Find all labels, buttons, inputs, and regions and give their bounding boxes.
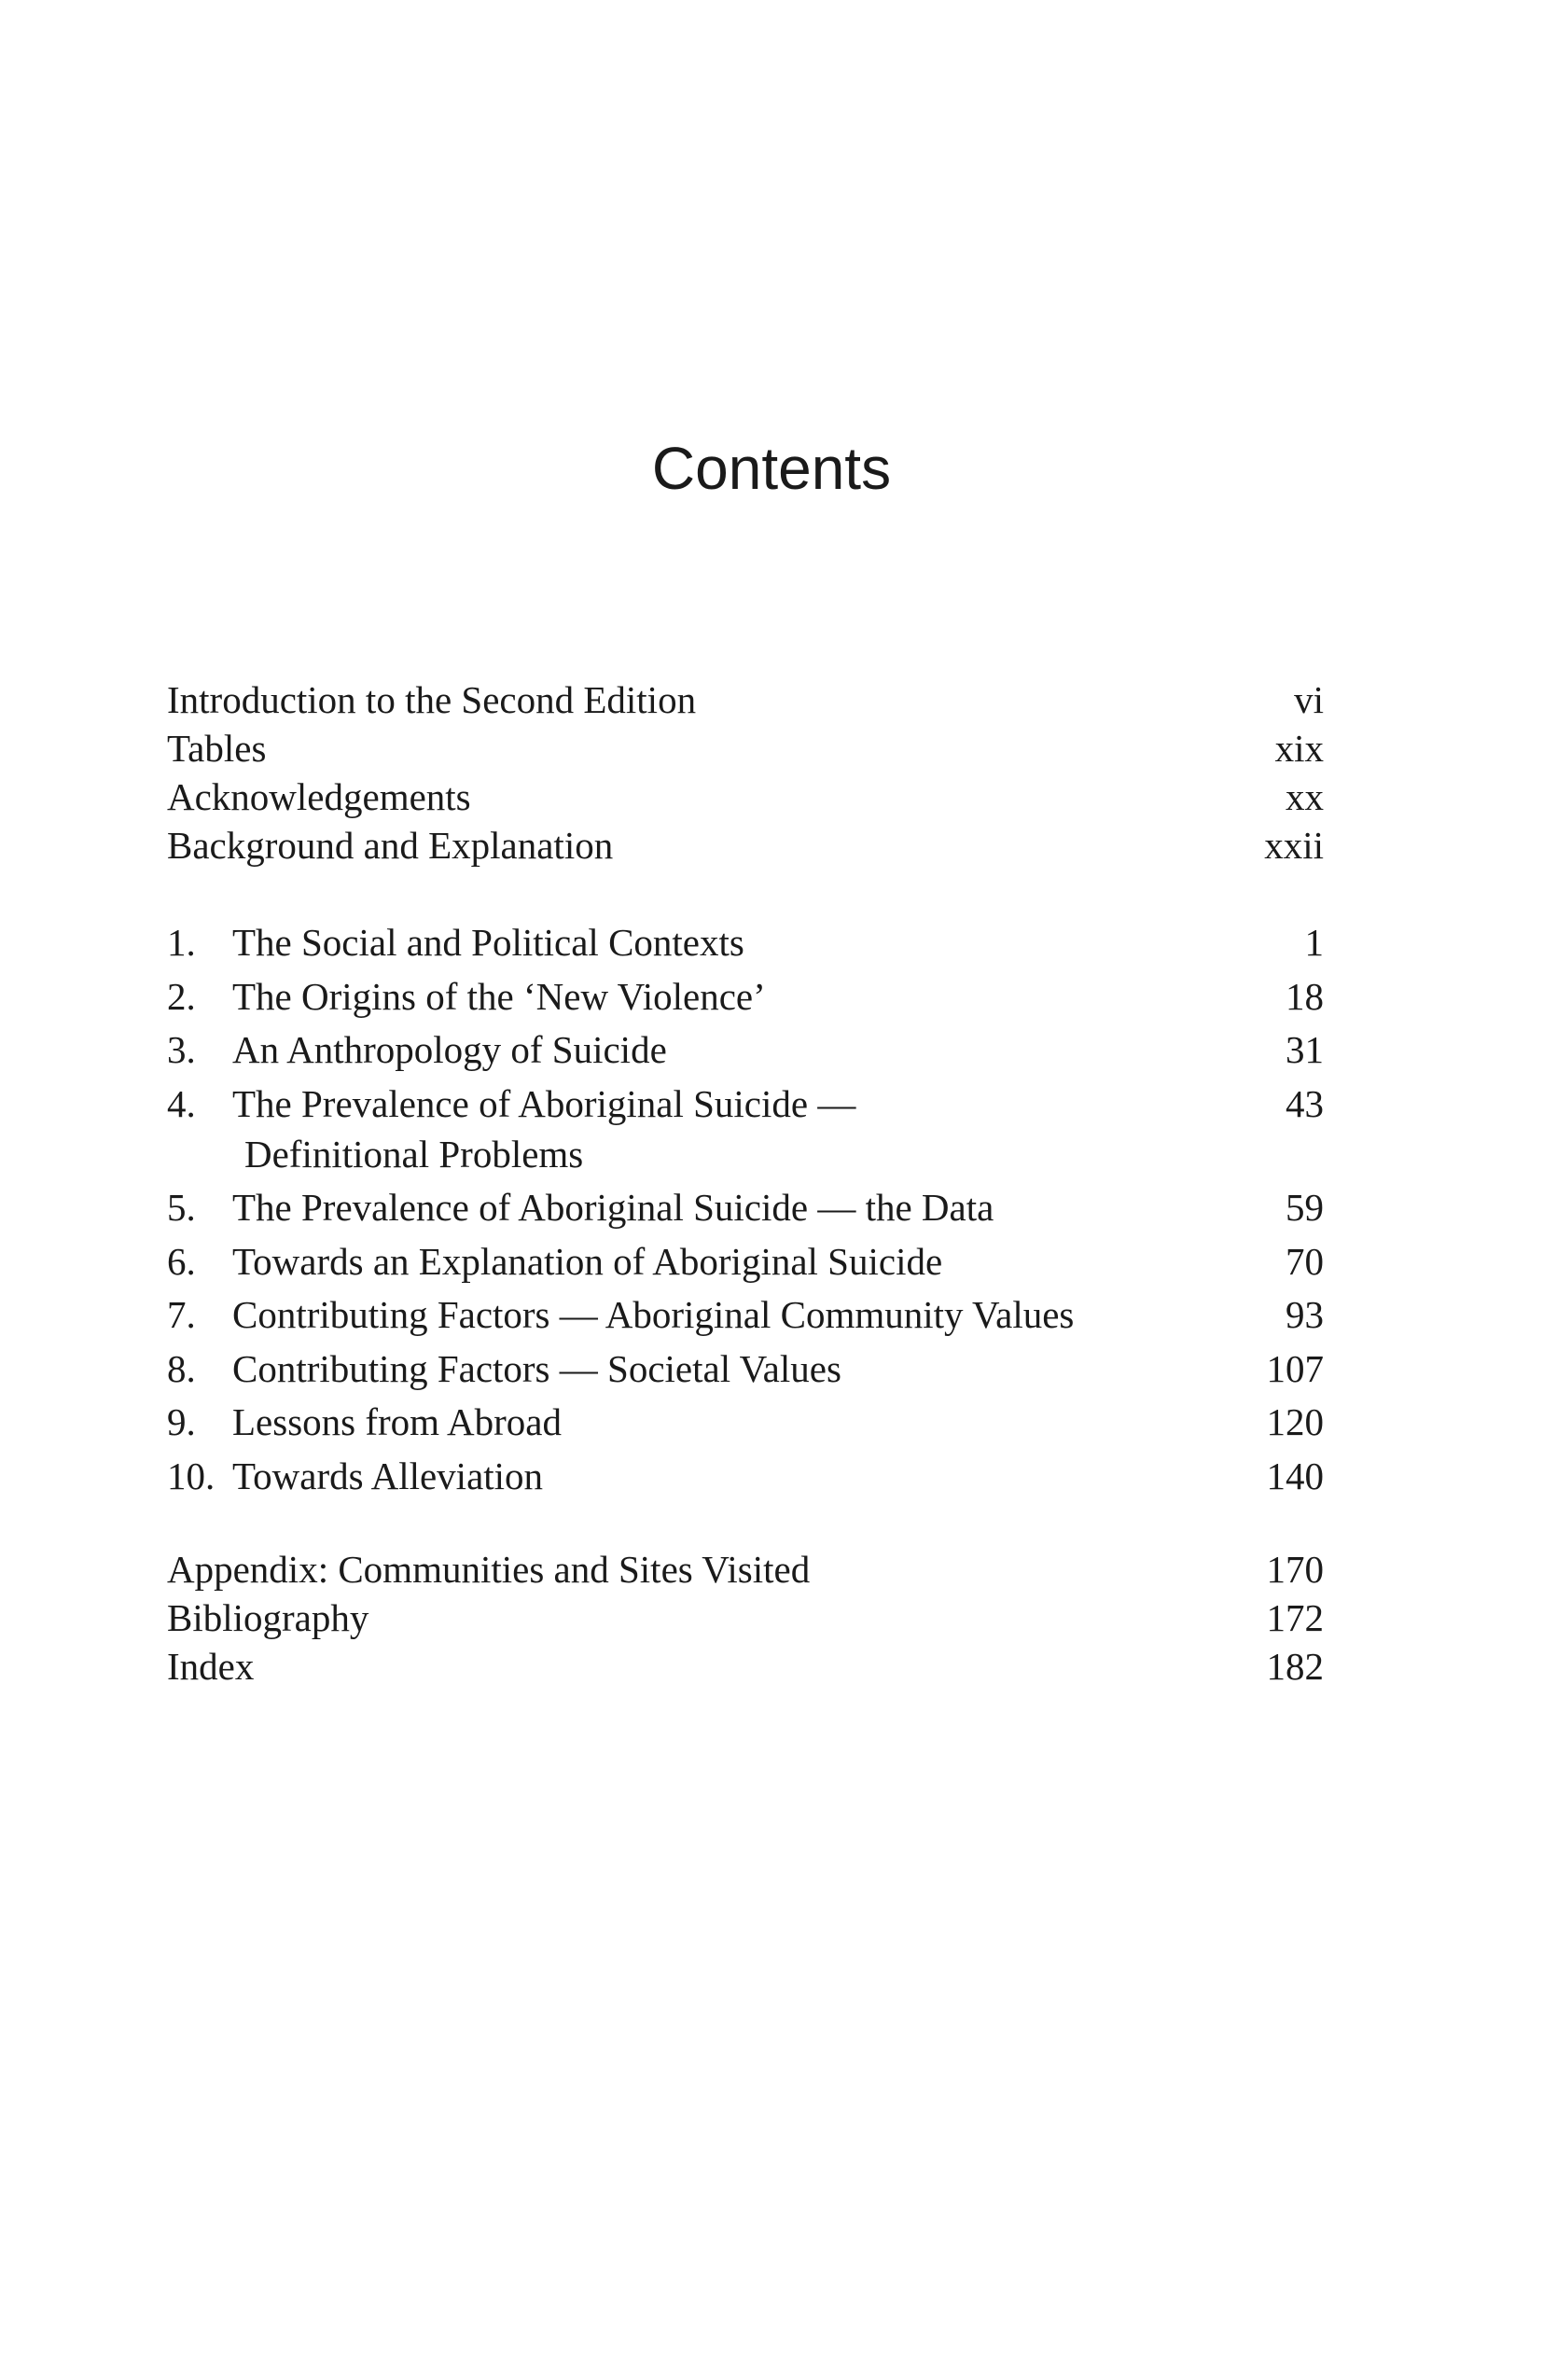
toc-entry-page: 107 [1266, 1346, 1324, 1390]
toc-chapter-title [167, 1396, 1248, 1450]
toc-entry-index[interactable] [167, 1642, 1324, 1691]
toc-entry-bibliography[interactable] [167, 1594, 1324, 1642]
toc-entry-page: 18 [1286, 974, 1324, 1018]
toc-entry-page: 59 [1286, 1186, 1324, 1229]
chapter-number: 2. [167, 974, 196, 1018]
toc-back-matter [167, 1545, 1324, 1691]
toc-chapter-title [167, 970, 1267, 1024]
chapter-number: 8. [167, 1346, 196, 1390]
toc-entry-page: 182 [1266, 1645, 1324, 1688]
toc-entry-label: Tables [167, 727, 267, 770]
toc-entry-page: 31 [1286, 1028, 1324, 1071]
chapter-number: 9. [167, 1400, 196, 1443]
toc-front-matter [167, 675, 1324, 870]
toc-entry-page: 93 [1286, 1293, 1324, 1336]
chapter-label: The Prevalence of Aboriginal Suicide — [232, 1081, 856, 1125]
toc-entry-label: Bibliography [167, 1596, 369, 1639]
chapter-label: Towards Alleviation [232, 1454, 544, 1497]
chapter-label-continuation: Definitional Problems [244, 1133, 584, 1176]
toc-chapter-title [167, 1181, 1267, 1235]
toc-entry-label: Index [167, 1645, 255, 1688]
toc-entry-page: 1 [1304, 921, 1324, 964]
toc-chapters [167, 916, 1324, 1503]
toc-chapter-8[interactable] [167, 1343, 1324, 1397]
toc-entry-page: xxii [1264, 824, 1324, 867]
toc-chapter-7[interactable] [167, 1288, 1324, 1343]
toc-entry-label: Introduction to the Second Edition [167, 678, 697, 721]
toc-chapter-title [167, 1023, 1267, 1078]
chapter-label: An Anthropology of Suicide [232, 1028, 667, 1071]
toc-chapter-title [167, 1235, 1267, 1289]
toc-chapter-2[interactable] [167, 970, 1324, 1024]
toc-entry-label: Appendix: Communities and Sites Visited [167, 1548, 811, 1591]
chapter-label: Lessons from Abroad [232, 1400, 563, 1443]
toc-entry-page: xix [1274, 727, 1324, 770]
toc-entry-introduction[interactable] [167, 675, 1324, 724]
toc-chapter-10[interactable] [167, 1450, 1324, 1504]
chapter-label: The Prevalence of Aboriginal Suicide — the Data [232, 1186, 994, 1229]
toc-entry-page: vi [1294, 678, 1324, 721]
chapter-label: Contributing Factors — Aboriginal Community Values [232, 1293, 1075, 1336]
chapter-number: 1. [167, 921, 196, 964]
toc-entry-label: Background and Explanation [167, 824, 614, 867]
toc-entry-page: xx [1286, 775, 1324, 818]
toc-entry-page: 120 [1266, 1400, 1324, 1443]
chapter-number: 5. [167, 1186, 196, 1229]
toc-chapter-title [167, 1078, 1267, 1182]
toc-entry-page: 43 [1286, 1081, 1324, 1125]
chapter-number: 10. [167, 1454, 215, 1497]
chapter-label: The Social and Political Contexts [232, 921, 744, 964]
page-title: Contents [651, 435, 892, 502]
toc-entry-acknowledgements[interactable] [167, 772, 1324, 821]
toc-entry-page: 170 [1266, 1548, 1324, 1591]
chapter-number: 7. [167, 1293, 196, 1336]
toc-chapter-4[interactable] [167, 1078, 1324, 1182]
toc-chapter-5[interactable] [167, 1181, 1324, 1235]
chapter-label: Contributing Factors — Societal Values [232, 1346, 841, 1390]
toc-entry-label: Acknowledgements [167, 775, 471, 818]
toc-entry-tables[interactable] [167, 724, 1324, 772]
chapter-number: 3. [167, 1028, 196, 1071]
toc-chapter-title [167, 1343, 1248, 1397]
toc-chapter-title [167, 1450, 1248, 1504]
toc-entry-background[interactable] [167, 821, 1324, 870]
toc-chapter-1[interactable] [167, 916, 1324, 970]
toc-entry-page: 140 [1266, 1454, 1324, 1497]
toc-chapter-9[interactable] [167, 1396, 1324, 1450]
toc-entry-page: 70 [1286, 1239, 1324, 1283]
toc-chapter-3[interactable] [167, 1023, 1324, 1078]
chapter-label: Towards an Explanation of Aboriginal Suicide [232, 1239, 943, 1283]
toc-entry-appendix[interactable] [167, 1545, 1324, 1594]
chapter-number: 4. [167, 1081, 196, 1125]
toc-chapter-title [167, 916, 1286, 970]
chapter-number: 6. [167, 1239, 196, 1283]
toc-chapter-title [167, 1288, 1267, 1343]
toc-entry-page: 172 [1266, 1596, 1324, 1639]
chapter-label: The Origins of the ‘New Violence’ [232, 974, 766, 1018]
toc-chapter-6[interactable] [167, 1235, 1324, 1289]
